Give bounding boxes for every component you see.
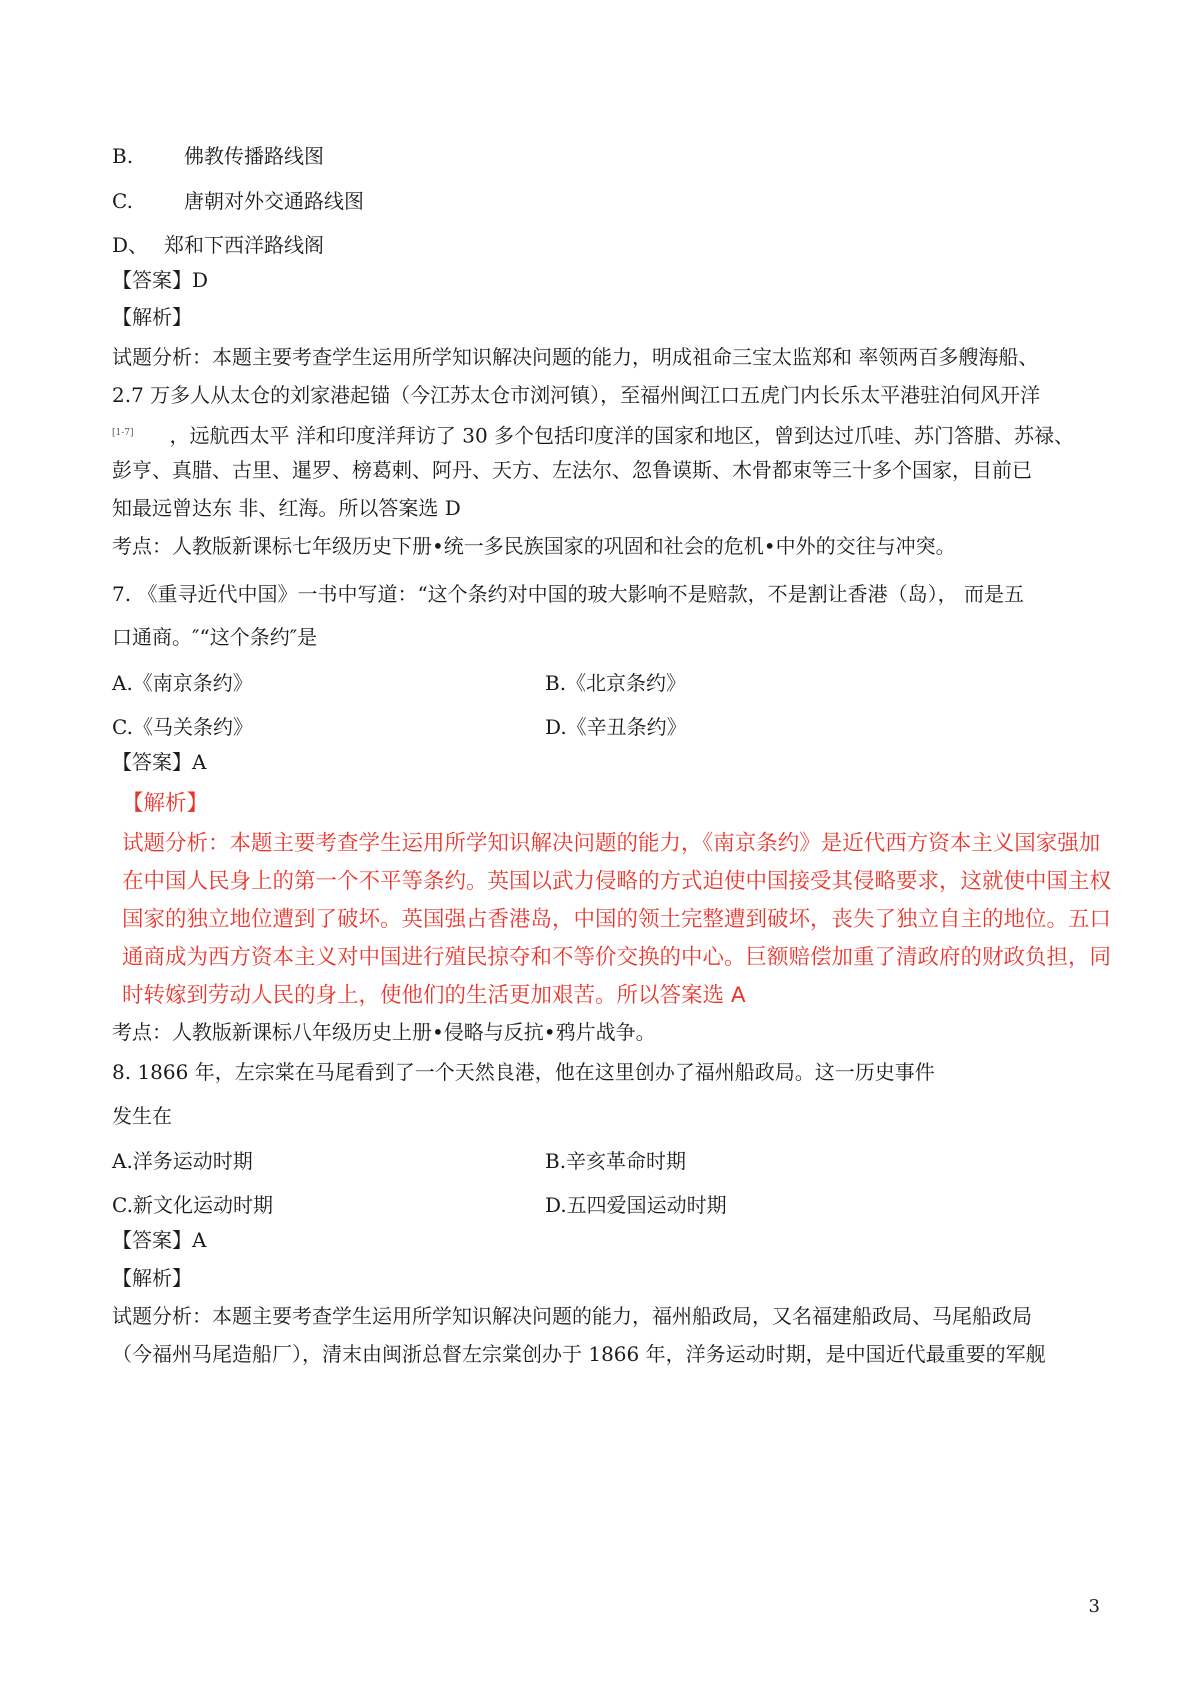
q7-stem: 口通商。″“这个条约″是 (112, 625, 318, 649)
q8-analysis-line: 试题分析：本题主要考查学生运用所学知识解决问题的能力，福州船政局，又名福建船政局、马尾船政局 (112, 1304, 1032, 1328)
q8-analysis-line: （今福州马尾造船厂），清末由闽浙总督左宗棠创办于 1866 年，洋务运动时期，是中国近代最重要的军舰 (112, 1342, 1046, 1366)
q6-answer: 【答案】D (112, 268, 209, 292)
q6-option-b (112, 142, 324, 170)
option-text: 郑和下西洋路线阁 (164, 233, 324, 257)
q8-answer: 【答案】A (112, 1228, 207, 1252)
option-text: 唐朝对外交通路线图 (184, 189, 364, 213)
q6-option-c (112, 187, 364, 215)
q7-analysis-line: 试题分析：本题主要考查学生运用所学知识解决问题的能力，《南京条约》是近代西方资本主义国家强加 (122, 831, 1101, 856)
q6-kaodian: 考点：人教版新课标七年级历史下册•统一多民族国家的巩固和社会的危机•中外的交往与冲突。 (112, 534, 956, 558)
page-number: 3 (1088, 1596, 1100, 1617)
q7-option-b: B.《北京条约》 (545, 671, 687, 695)
option-label: C. (112, 189, 133, 213)
q6-analysis-line-with-ref (112, 419, 1074, 450)
q6-analysis-line: 2.7 万多人从太仓的刘家港起锚（今江苏太仓市浏河镇），至福州闽江口五虎门内长乐太平港驻泊伺风开洋 (112, 383, 1041, 407)
q6-analysis-line: 试题分析：本题主要考查学生运用所学知识解决问题的能力，明成祖命三宝太监郑和 率领两百多艘海船、 (112, 345, 1039, 369)
q7-analysis-line: 国家的独立地位遭到了破坏。英国强占香港岛，中国的领土完整遭到破坏，丧失了独立自主的地位。五口 (122, 907, 1112, 932)
q7-analysis-heading: 【解析】 (122, 791, 209, 816)
q7-analysis-line: 通商成为西方资本主义对中国进行殖民掠夺和不等价交换的中心。巨额赔偿加重了清政府的财政负担，同 (122, 945, 1112, 970)
q6-analysis-line: 彭亨、真腊、古里、暹罗、榜葛剌、阿丹、天方、左法尔、忽鲁谟斯、木骨都束等三十多个国家，目前已 (112, 458, 1032, 482)
q7-option-a: A.《南京条约》 (112, 671, 253, 695)
q7-analysis-line: 在中国人民身上的第一个不平等条约。英国以武力侵略的方式迫使中国接受其侵略要求，这就使中国主权 (122, 869, 1112, 894)
q7-stem: 7. 《重寻近代中国》一书中写道：“这个条约对中国的玻大影响不是赔款，不是割让香港（岛）， 而是五 (112, 582, 1025, 606)
q8-analysis-heading: 【解析】 (112, 1266, 192, 1290)
q8-stem: 8. 1866 年，左宗棠在马尾看到了一个天然良港，他在这里创办了福州船政局。这一历史事件 (112, 1060, 935, 1084)
q8-option-a: A.洋务运动时期 (112, 1149, 253, 1173)
citation-superscript: [1-7] (112, 428, 134, 438)
q6-option-d (112, 231, 324, 259)
q7-option-d: D.《辛丑条约》 (545, 715, 687, 739)
q6-analysis-line-text: ，远航西太平 洋和印度洋拜访了 30 多个包括印度洋的国家和地区，曾到达过爪哇、苏门答腊、苏禄、 (169, 423, 1075, 448)
q7-analysis-line: 时转嫁到劳动人民的身上，使他们的生活更加艰苦。所以答案选 A (122, 983, 746, 1008)
option-label: B. (112, 144, 134, 168)
q6-analysis-line: 知最远曾达东 非、红海。所以答案选 D (112, 496, 461, 520)
q7-answer: 【答案】A (112, 750, 207, 774)
q8-stem: 发生在 (112, 1104, 172, 1128)
q6-analysis-heading: 【解析】 (112, 305, 192, 329)
option-label: D、 (112, 233, 149, 257)
option-text: 佛教传播路线图 (184, 144, 324, 168)
q8-option-b: B.辛亥革命时期 (545, 1149, 687, 1173)
q7-option-c: C.《马关条约》 (112, 715, 253, 739)
q8-option-d: D.五四爱国运动时期 (545, 1193, 727, 1217)
q8-option-c: C.新文化运动时期 (112, 1193, 273, 1217)
q7-kaodian: 考点：人教版新课标八年级历史上册•侵略与反抗•鸦片战争。 (112, 1020, 656, 1044)
